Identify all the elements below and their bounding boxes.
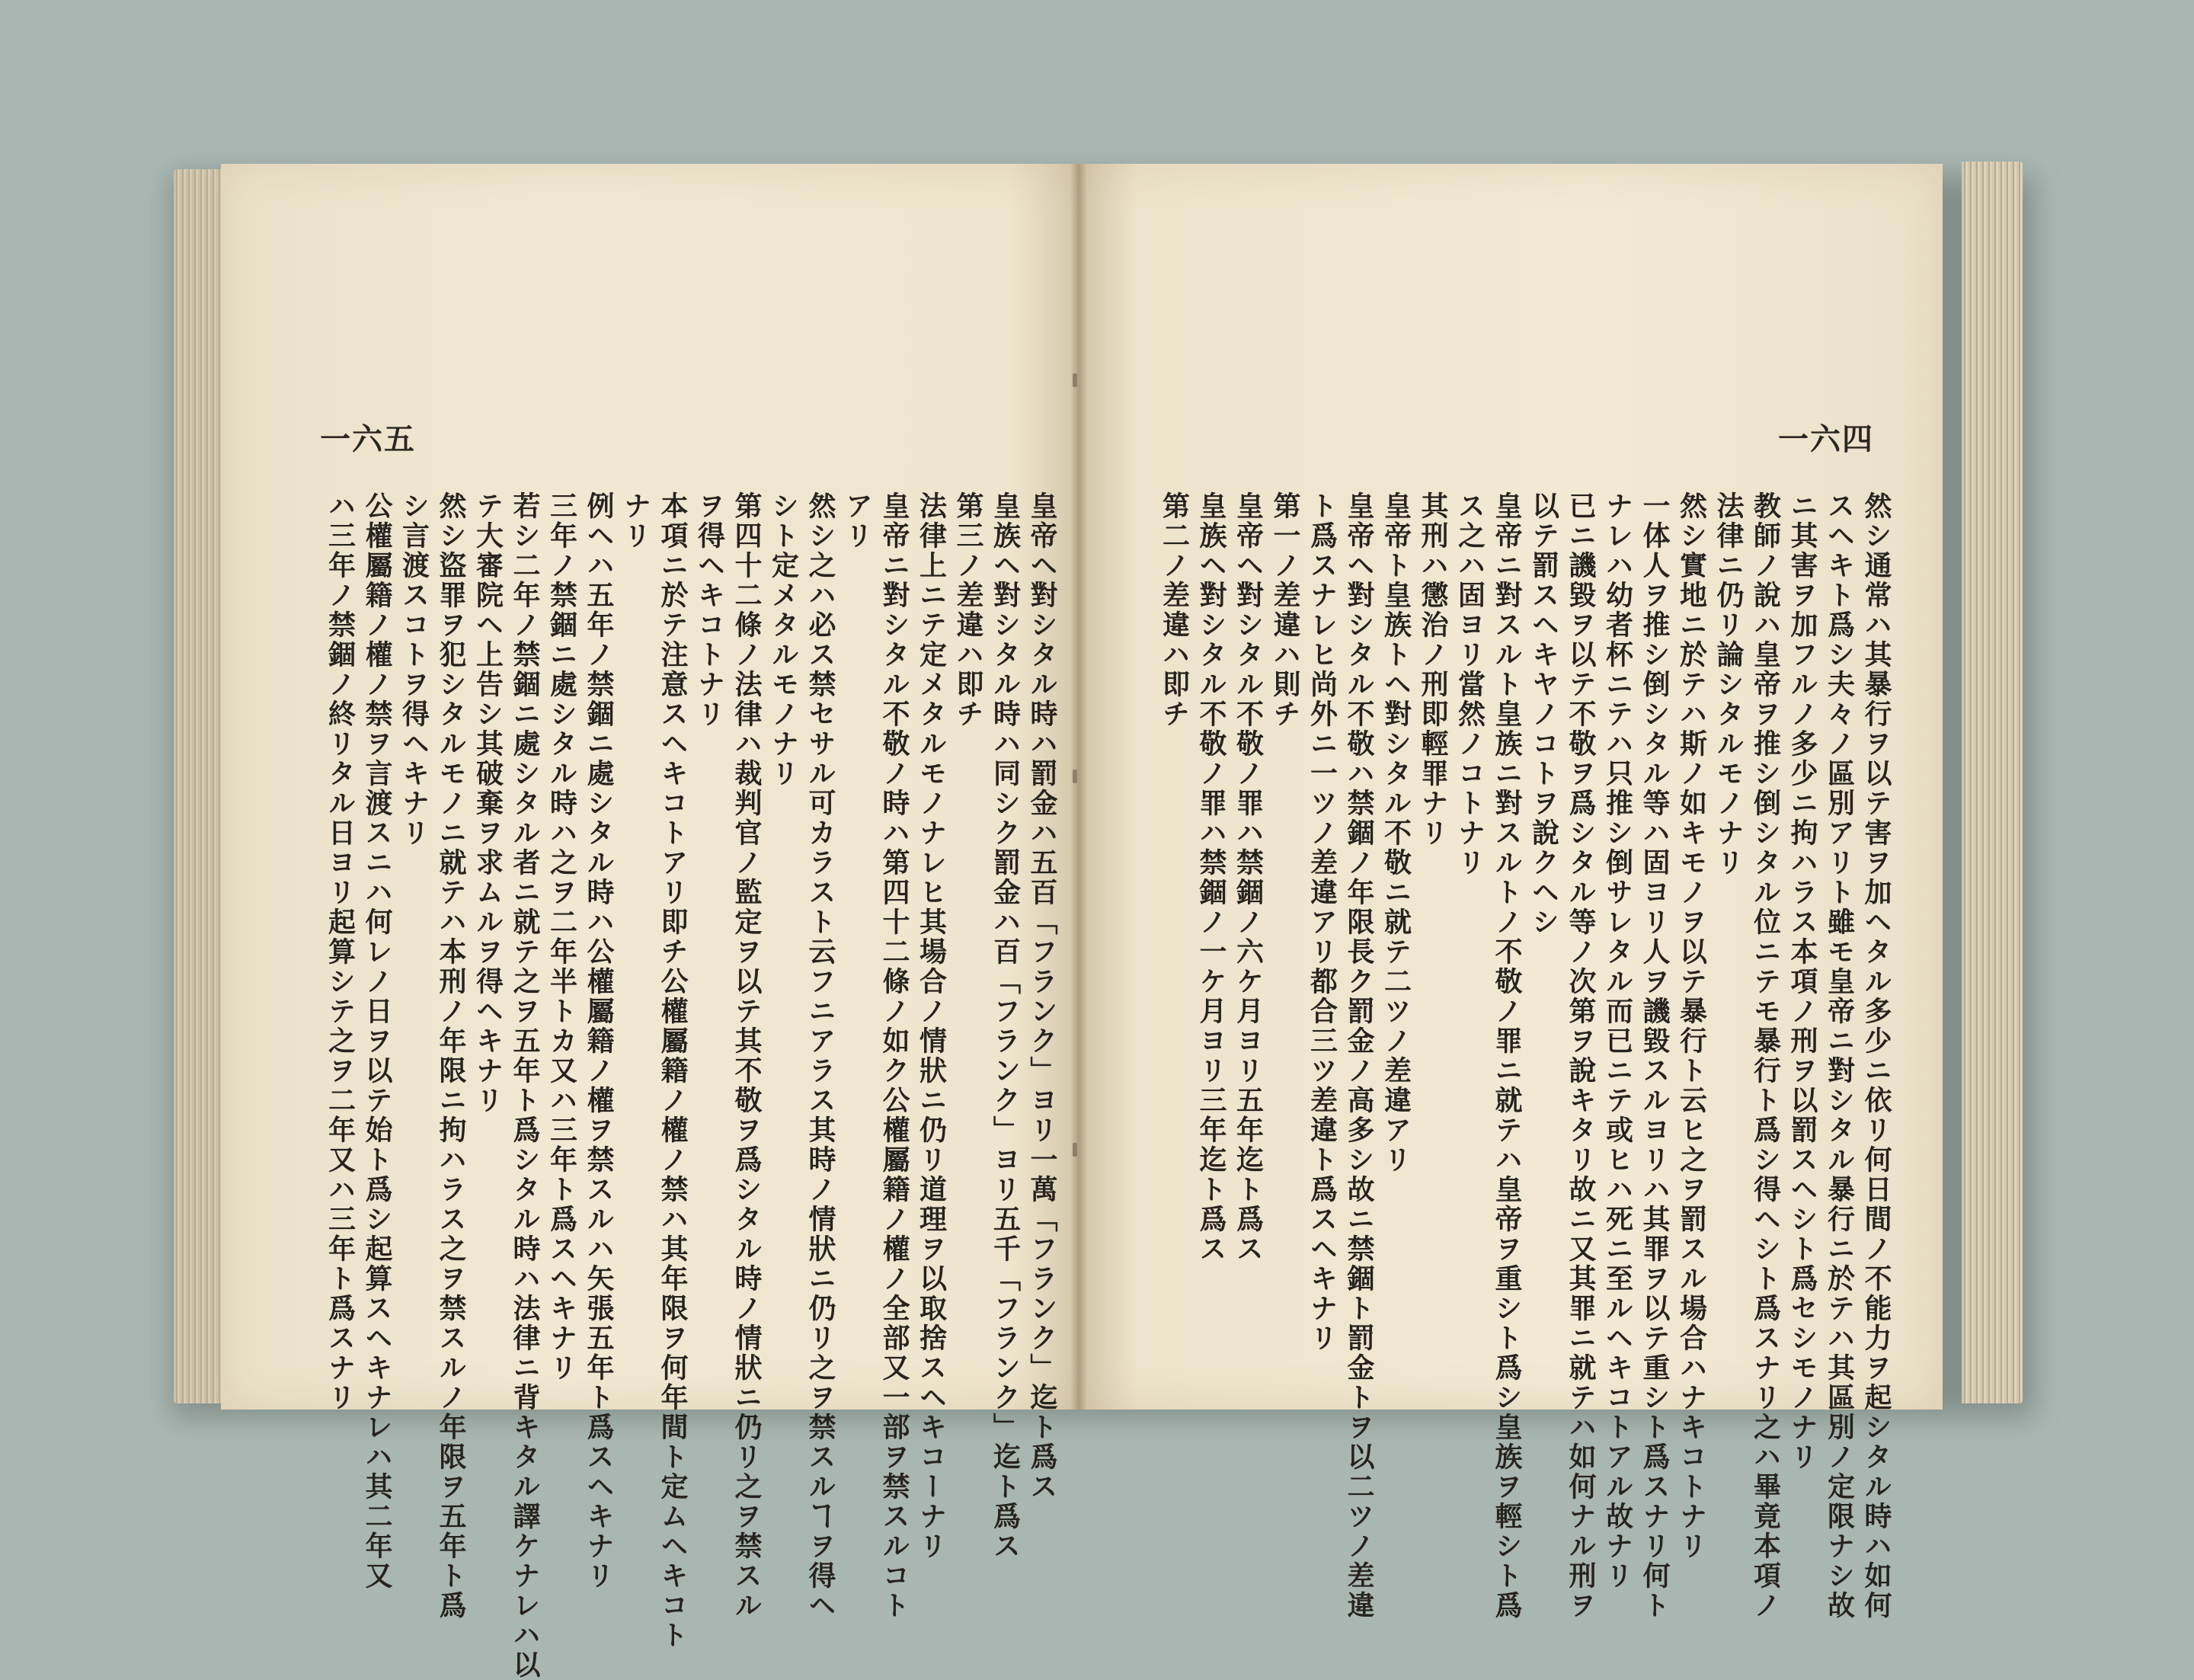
- text-column: 已ニ譏毀ヲ以テ不敬ヲ爲シタル等ノ次第ヲ說キタリ故ニ又其罪ニ就テハ如何ナル刑ヲ: [1565, 491, 1597, 1621]
- text-column: ト爲スナレヒ尚外ニ一ツノ差違アリ都合三ツ差違ト爲スヘキナリ: [1306, 491, 1338, 1353]
- right-page: [1078, 164, 1943, 1621]
- binding-stitch: [1073, 1143, 1077, 1157]
- text-column: 皇帝ト皇族トヘ對シタル不敬ニ就テ二ツノ差違アリ: [1380, 491, 1412, 1175]
- text-column: ナリ: [619, 491, 652, 551]
- text-column: 公權屬籍ノ權ノ禁ヲ言渡スニハ何レノ日ヲ以テ始ト爲シ起算スヘキナレハ其二年又: [361, 491, 393, 1591]
- binding-stitch: [1073, 373, 1077, 387]
- text-column: 其刑ハ懲治ノ刑即輕罪ナリ: [1417, 491, 1449, 848]
- text-column: 然シ通常ハ其暴行ヲ以テ害ヲ加ヘタル多少ニ依リ何日間ノ不能力ヲ起シタル時ハ如何: [1860, 491, 1892, 1621]
- text-column: 皇帝ヘ對シタル時ハ罰金ハ五百「フランク」ヨリ一萬「フランク」迄ト爲ス: [1026, 491, 1058, 1502]
- text-column: 皇族ヘ對シタル不敬ノ罪ハ禁錮ノ一ケ月ヨリ三年迄ト爲ス: [1195, 491, 1227, 1264]
- text-column: ナレハ幼者杯ニテハ只推シ倒サレタル而已ニテ或ヒハ死ニ至ルヘキコトアル故ナリ: [1601, 491, 1634, 1591]
- text-column: 第一ノ差違ハ則チ: [1269, 491, 1301, 729]
- text-column: 法律ニ仍リ論シタルモノナリ: [1713, 491, 1745, 878]
- binding-stitch: [1073, 770, 1077, 783]
- text-column: 本項ニ於テ注意スヘキコトアリ即チ公權屬籍ノ權ノ禁ハ其年限ヲ何年間ト定ムヘキコト: [657, 491, 689, 1650]
- text-column: シト定メタルモノナリ: [767, 491, 800, 789]
- text-column: 第二ノ差違ハ即チ: [1158, 491, 1191, 729]
- text-column: 以テ罰スヘキヤノコトヲ說クヘシ: [1527, 491, 1560, 937]
- text-column: 第三ノ差違ハ即チ: [952, 491, 984, 729]
- page-edges-left: [174, 169, 227, 1403]
- text-column: ハ三年ノ禁錮ノ終リタル日ヨリ起算シテ之ヲ二年又ハ三年ト爲スナリ: [324, 491, 357, 1413]
- book-gutter: [1070, 164, 1087, 1410]
- left-page: [221, 164, 1078, 1680]
- text-column: シ言渡スコトヲ得ヘキナリ: [398, 491, 430, 848]
- text-column: ニ其害ヲ加フルノ多少ニ拘ハラス本項ノ刑ヲ以罰スヘシト爲セシモノナリ: [1786, 491, 1818, 1472]
- show-through-texture: [1028, 347, 1063, 434]
- text-column: 然シ之ハ必ス禁セサル可カラスト云フニアラス其時ノ情狀ニ仍リ之ヲ禁スルヿヲ得ヘ: [804, 491, 836, 1621]
- text-column: 法律上ニテ定メタルモノナレヒ其場合ノ情狀ニ仍リ道理ヲ以取捨スヘキコーナリ: [915, 491, 948, 1561]
- text-column: 皇族ヘ對シタル時ハ同シク罰金ハ百「フランク」ヨリ五千「フランク」迄ト爲ス: [989, 491, 1022, 1561]
- text-column: アリ: [841, 491, 874, 551]
- text-column: 皇帝ニ對シタル不敬ノ時ハ第四十二條ノ如ク公權屬籍ノ權ノ全部又一部ヲ禁スルコト: [878, 491, 910, 1621]
- right-page-number: 一六四: [1778, 421, 1874, 457]
- text-column: 第四十二條ノ法律ハ裁判官ノ監定ヲ以テ其不敬ヲ爲シタル時ノ情狀ニ仍リ之ヲ禁スル: [731, 491, 763, 1621]
- text-column: テ大審院ヘ上告シ其破棄ヲ求ムルヲ得ヘキナリ: [472, 491, 504, 1115]
- text-column: 皇帝ニ對スルト皇族ニ對スルトノ不敬ノ罪ニ就テハ皇帝ヲ重シト爲シ皇族ヲ輕シト爲: [1491, 491, 1523, 1621]
- text-column: 一体人ヲ推シ倒シタル等ハ固ヨリ人ヲ譏毀スルヨリハ其罪ヲ以テ重シト爲スナリ何ト: [1639, 491, 1671, 1621]
- text-column: 皇帝ヘ對シタル不敬ハ禁錮ノ年限長ク罰金ノ高多シ故ニ禁錮ト罰金トヲ以二ツノ差違: [1343, 491, 1375, 1621]
- text-column: 教師ノ說ハ皇帝ヲ推シ倒シタル位ニテモ暴行ト爲シ得ヘシト爲スナリ之ハ畢竟本項ノ: [1749, 491, 1782, 1621]
- left-page-number: 一六五: [320, 421, 416, 457]
- text-column: 例ヘハ五年ノ禁錮ニ處シタル時ハ公權屬籍ノ權ヲ禁スルハ矢張五年ト爲スヘキナリ: [583, 491, 615, 1591]
- text-column: ス之ハ固ヨリ當然ノコトナリ: [1454, 491, 1486, 878]
- text-column: 然シ盜罪ヲ犯シタルモノニ就テハ本刑ノ年限ニ拘ハラス之ヲ禁スルノ年限ヲ五年ト爲: [435, 491, 467, 1621]
- text-column: 若シ二年ノ禁錮ニ處シタル者ニ就テ之ヲ五年ト爲シタル時ハ法律ニ背キタル譯ケナレハ以: [509, 491, 541, 1680]
- text-column: ヲ得ヘキコトナリ: [693, 491, 726, 729]
- text-column: 皇帝ヘ對シタル不敬ノ罪ハ禁錮ノ六ケ月ヨリ五年迄ト爲ス: [1232, 491, 1265, 1264]
- text-column: 三年ノ禁錮ニ處シタル時ハ之ヲ二年半トカ又ハ三年ト爲スヘキナリ: [545, 491, 578, 1383]
- text-column: スヘキト爲シ夫々ノ區別アリト雖モ皇帝ニ對シタル暴行ニ於テハ其區別ノ定限ナシ故: [1823, 491, 1856, 1621]
- page-edges-right: [1962, 162, 2023, 1403]
- text-column: 然シ實地ニ於テハ斯ノ如キモノヲ以テ暴行ト云ヒ之ヲ罰スル場合ハナキコトナリ: [1675, 491, 1708, 1561]
